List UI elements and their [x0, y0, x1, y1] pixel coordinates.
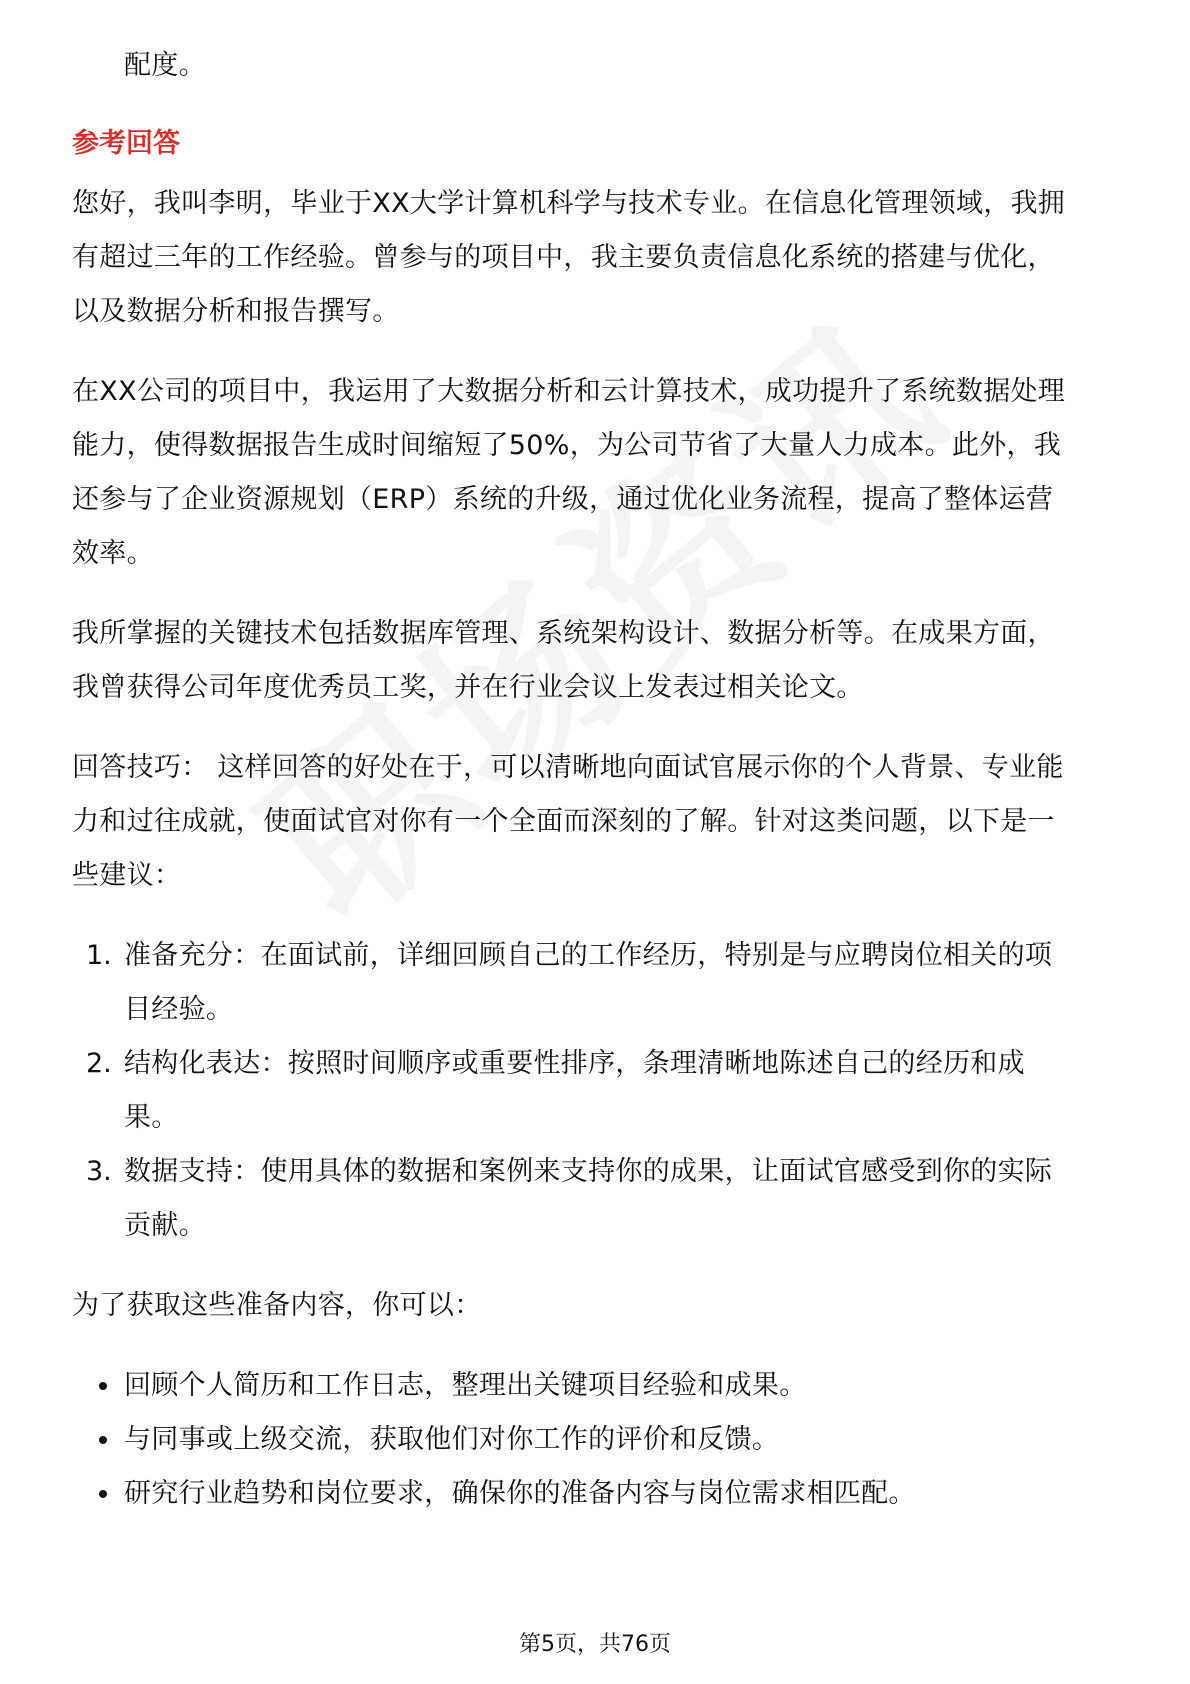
paragraph-line: 为了获取这些准备内容，你可以：	[72, 1290, 482, 1321]
paragraph-line: 力和过往成就，使面试官对你有一个全面而深刻的了解。针对这类问题，以下是一	[72, 806, 1055, 837]
paragraph-line: 您好，我叫李明，毕业于XX大学计算机科学与技术专业。在信息化管理领域，我拥	[72, 188, 1066, 219]
list-item-line: 果。	[124, 1102, 179, 1133]
bullet-dot-icon	[99, 1382, 107, 1390]
list-number: 2.	[86, 1048, 112, 1079]
bullet-dot-icon	[99, 1490, 107, 1498]
list-number: 3.	[86, 1156, 112, 1187]
bullet-dot-icon	[99, 1436, 107, 1444]
list-item-line: 准备充分：在面试前，详细回顾自己的工作经历，特别是与应聘岗位相关的项	[124, 940, 1053, 971]
paragraph-line: 我曾获得公司年度优秀员工奖，并在行业会议上发表过相关论文。	[72, 672, 864, 703]
paragraph-line: 效率。	[72, 538, 154, 569]
list-item: 与同事或上级交流，获取他们对你工作的评价和反馈。	[124, 1424, 780, 1455]
paragraph-line: 以及数据分析和报告撰写。	[72, 296, 400, 327]
list-item-line: 目经验。	[124, 994, 234, 1025]
paragraph-line: 些建议：	[72, 860, 182, 891]
paragraph-line: 还参与了企业资源规划（ERP）系统的升级，通过优化业务流程，提高了整体运营	[72, 484, 1054, 515]
list-item: 研究行业趋势和岗位要求，确保你的准备内容与岗位需求相匹配。	[124, 1478, 916, 1509]
paragraph-line: 在XX公司的项目中，我运用了大数据分析和云计算技术，成功提升了系统数据处理	[72, 376, 1066, 407]
paragraph-line: 我所掌握的关键技术包括数据库管理、系统架构设计、数据分析等。在成果方面，	[72, 618, 1055, 649]
list-item-line: 贡献。	[124, 1210, 206, 1241]
section-title: 参考回答	[72, 128, 180, 159]
list-item: 回顾个人简历和工作日志，整理出关键项目经验和成果。	[124, 1370, 807, 1401]
paragraph-line: 能力，使得数据报告生成时间缩短了50%，为公司节省了大量人力成本。此外，我	[72, 430, 1062, 461]
list-item-line: 结构化表达：按照时间顺序或重要性排序，条理清晰地陈述自己的经历和成	[124, 1048, 1025, 1079]
watermark	[200, 246, 988, 969]
paragraph-line: 回答技巧： 这样回答的好处在于，可以清晰地向面试官展示你的个人背景、专业能	[72, 752, 1064, 783]
paragraph-line: 有超过三年的工作经验。曾参与的项目中，我主要负责信息化系统的搭建与优化，	[72, 242, 1055, 273]
continuation-text: 配度。	[124, 50, 206, 81]
list-number: 1.	[86, 940, 112, 971]
list-item-line: 数据支持：使用具体的数据和案例来支持你的成果，让面试官感受到你的实际	[124, 1156, 1053, 1187]
page-footer: 第5页，共76页	[519, 1632, 671, 1657]
